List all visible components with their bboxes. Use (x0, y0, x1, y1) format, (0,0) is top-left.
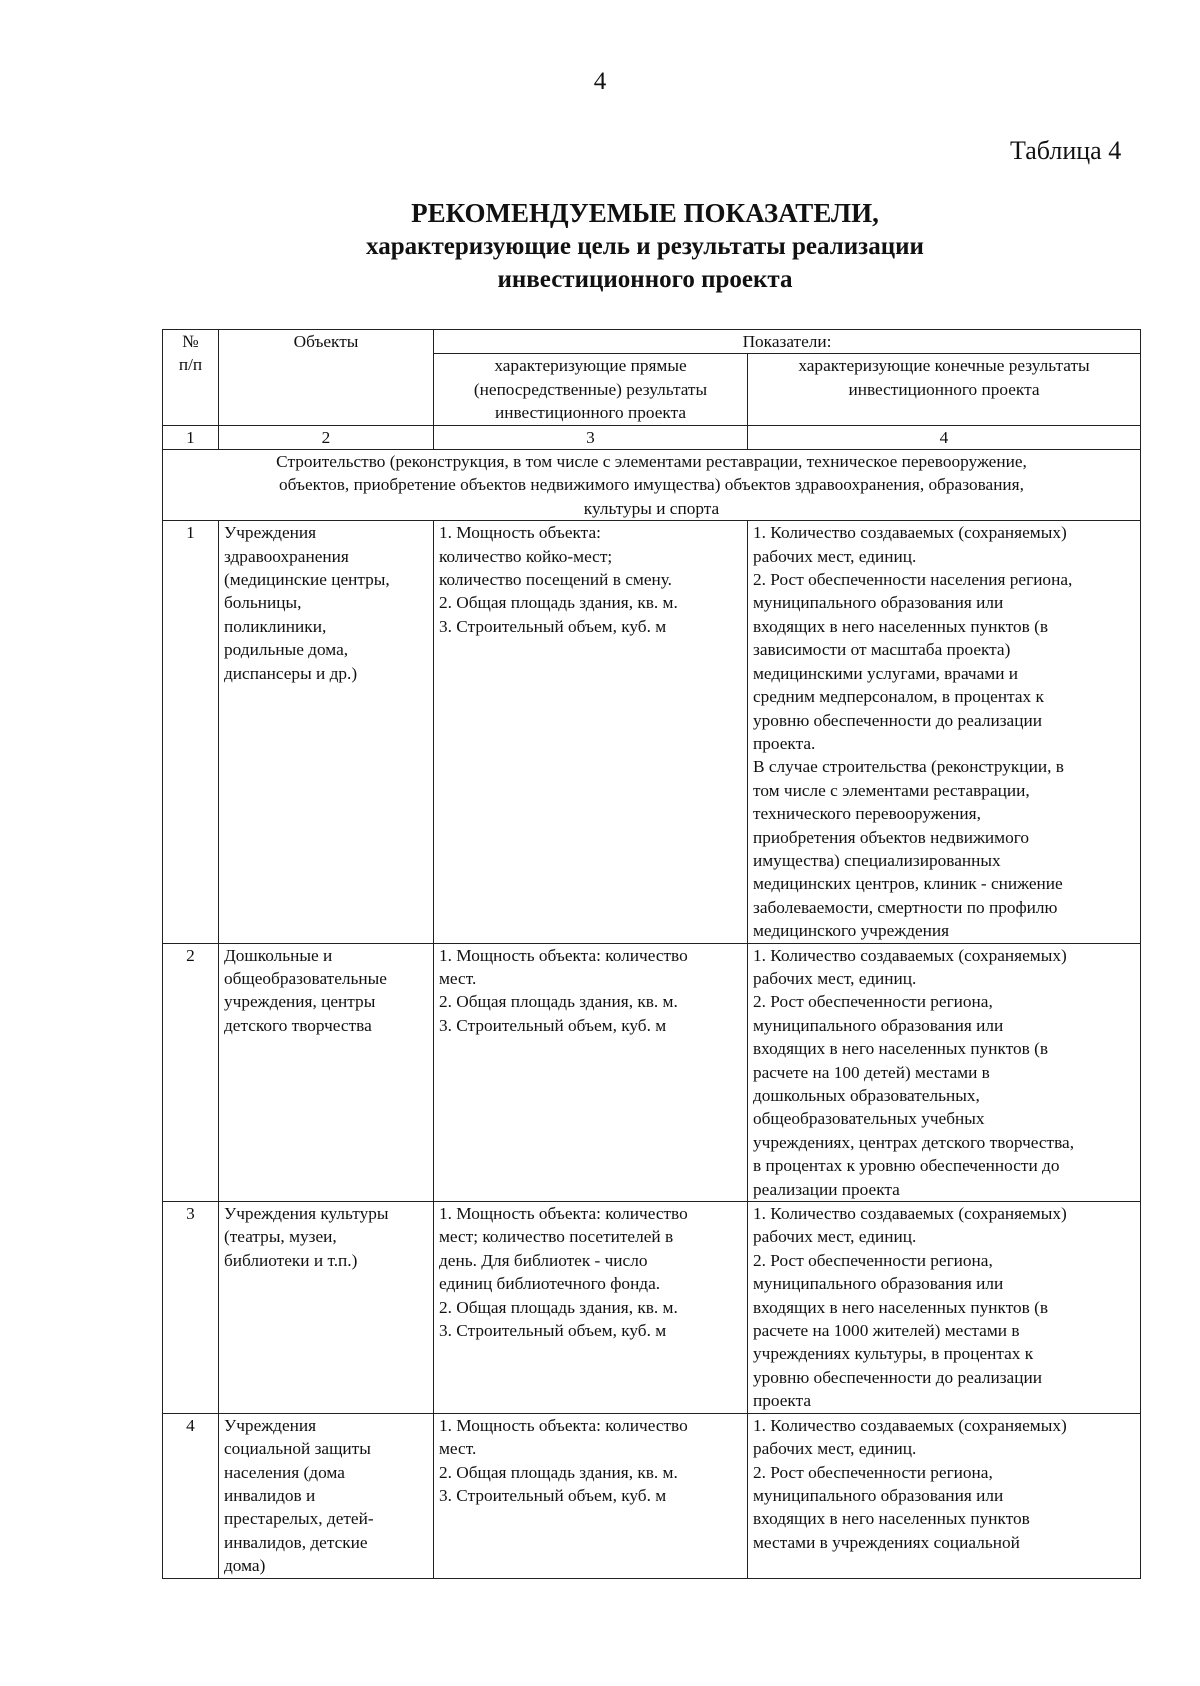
table-row (163, 943, 1141, 1201)
row-number: 4 (163, 1413, 219, 1578)
column-number-3: 3 (434, 425, 748, 449)
header-final-results: характеризующие конечные результаты инвестиционного проекта (748, 354, 1141, 425)
header-number: № п/п (163, 330, 219, 426)
row-object: Учреждения здравоохранения (медицинские центры, больницы, поликлиники, родильные дома, диспансеры и др.) (219, 521, 434, 943)
row-direct-indicators: 1. Мощность объекта: количество мест. 2. Общая площадь здания, кв. м. 3. Строительный объем, куб. м (434, 943, 748, 1201)
row-direct-indicators: 1. Мощность объекта: количество мест; количество посетителей в день. Для библиотек - число единиц библиотечного фонда. 2. Общая площадь здания, кв. м. 3. Строительный объем, куб. м (434, 1202, 748, 1414)
column-number-2: 2 (219, 425, 434, 449)
section-heading: Строительство (реконструкция, в том числе с элементами реставрации, техническое перевооружение, объектов, приобретение объектов недвижимого имущества) объектов здравоохранения, образования, культуры и спорта (163, 450, 1141, 521)
column-number-1: 1 (163, 425, 219, 449)
header-direct-results: характеризующие прямые (непосредственные) результаты инвестиционного проекта (434, 354, 748, 425)
row-object: Дошкольные и общеобразовательные учреждения, центры детского творчества (219, 943, 434, 1201)
table-label: Таблица 4 (1010, 136, 1122, 165)
page-number: 4 (593, 68, 607, 95)
row-final-indicators: 1. Количество создаваемых (сохраняемых) рабочих мест, единиц. 2. Рост обеспеченности региона, муниципального образования или входящих в него населенных пунктов местами в учреждениях социальной (748, 1413, 1141, 1578)
title-main: РЕКОМЕНДУЕМЫЕ ПОКАЗАТЕЛИ, (411, 198, 879, 228)
row-object: Учреждения социальной защиты населения (дома инвалидов и престарелых, детей- инвалидов, детские дома) (219, 1413, 434, 1578)
row-final-indicators: 1. Количество создаваемых (сохраняемых) рабочих мест, единиц. 2. Рост обеспеченности населения региона, муниципального образования или входящих в него населенных пунктов (в зависимости от масштаба проекта) медицинскими услугами, врачами и средним медперсоналом, в процентах к уровню обеспеченности до реализации проекта. В случае строительства (реконструкции, в том числе с элементами реставрации, технического перевооружения, приобретения объектов недвижимого имущества) специализированных медицинских центров, клиник - снижение заболеваемости, смертности по профилю медицинского учреждения (748, 521, 1141, 943)
header-indicators: Показатели: (434, 330, 1141, 354)
row-number: 3 (163, 1202, 219, 1414)
column-number-4: 4 (748, 425, 1141, 449)
document-title (150, 196, 1140, 296)
table-row (163, 1202, 1141, 1414)
row-final-indicators: 1. Количество создаваемых (сохраняемых) рабочих мест, единиц. 2. Рост обеспеченности региона, муниципального образования или входящих в него населенных пунктов (в расчете на 100 детей) местами в дошкольных образовательных, общеобразовательных учебных учреждениях, центрах детского творчества, в процентах к уровню обеспеченности до реализации проекта (748, 943, 1141, 1201)
title-subtitle-line-1: характеризующие цель и результаты реализации (366, 233, 924, 260)
row-direct-indicators: 1. Мощность объекта: количество мест. 2. Общая площадь здания, кв. м. 3. Строительный объем, куб. м (434, 1413, 748, 1578)
header-objects: Объекты (219, 330, 434, 426)
title-subtitle-line-2: инвестиционного проекта (497, 266, 793, 293)
indicators-table (162, 329, 1141, 1579)
table-row (163, 521, 1141, 943)
row-final-indicators: 1. Количество создаваемых (сохраняемых) рабочих мест, единиц. 2. Рост обеспеченности региона, муниципального образования или входящих в него населенных пунктов (в расчете на 1000 жителей) местами в учреждениях культуры, в процентах к уровню обеспеченности до реализации проекта (748, 1202, 1141, 1414)
row-direct-indicators: 1. Мощность объекта: количество койко-мест; количество посещений в смену. 2. Общая площадь здания, кв. м. 3. Строительный объем, куб. м (434, 521, 748, 943)
table-row (163, 1413, 1141, 1578)
row-number: 1 (163, 521, 219, 943)
row-number: 2 (163, 943, 219, 1201)
row-object: Учреждения культуры (театры, музеи, библиотеки и т.п.) (219, 1202, 434, 1414)
